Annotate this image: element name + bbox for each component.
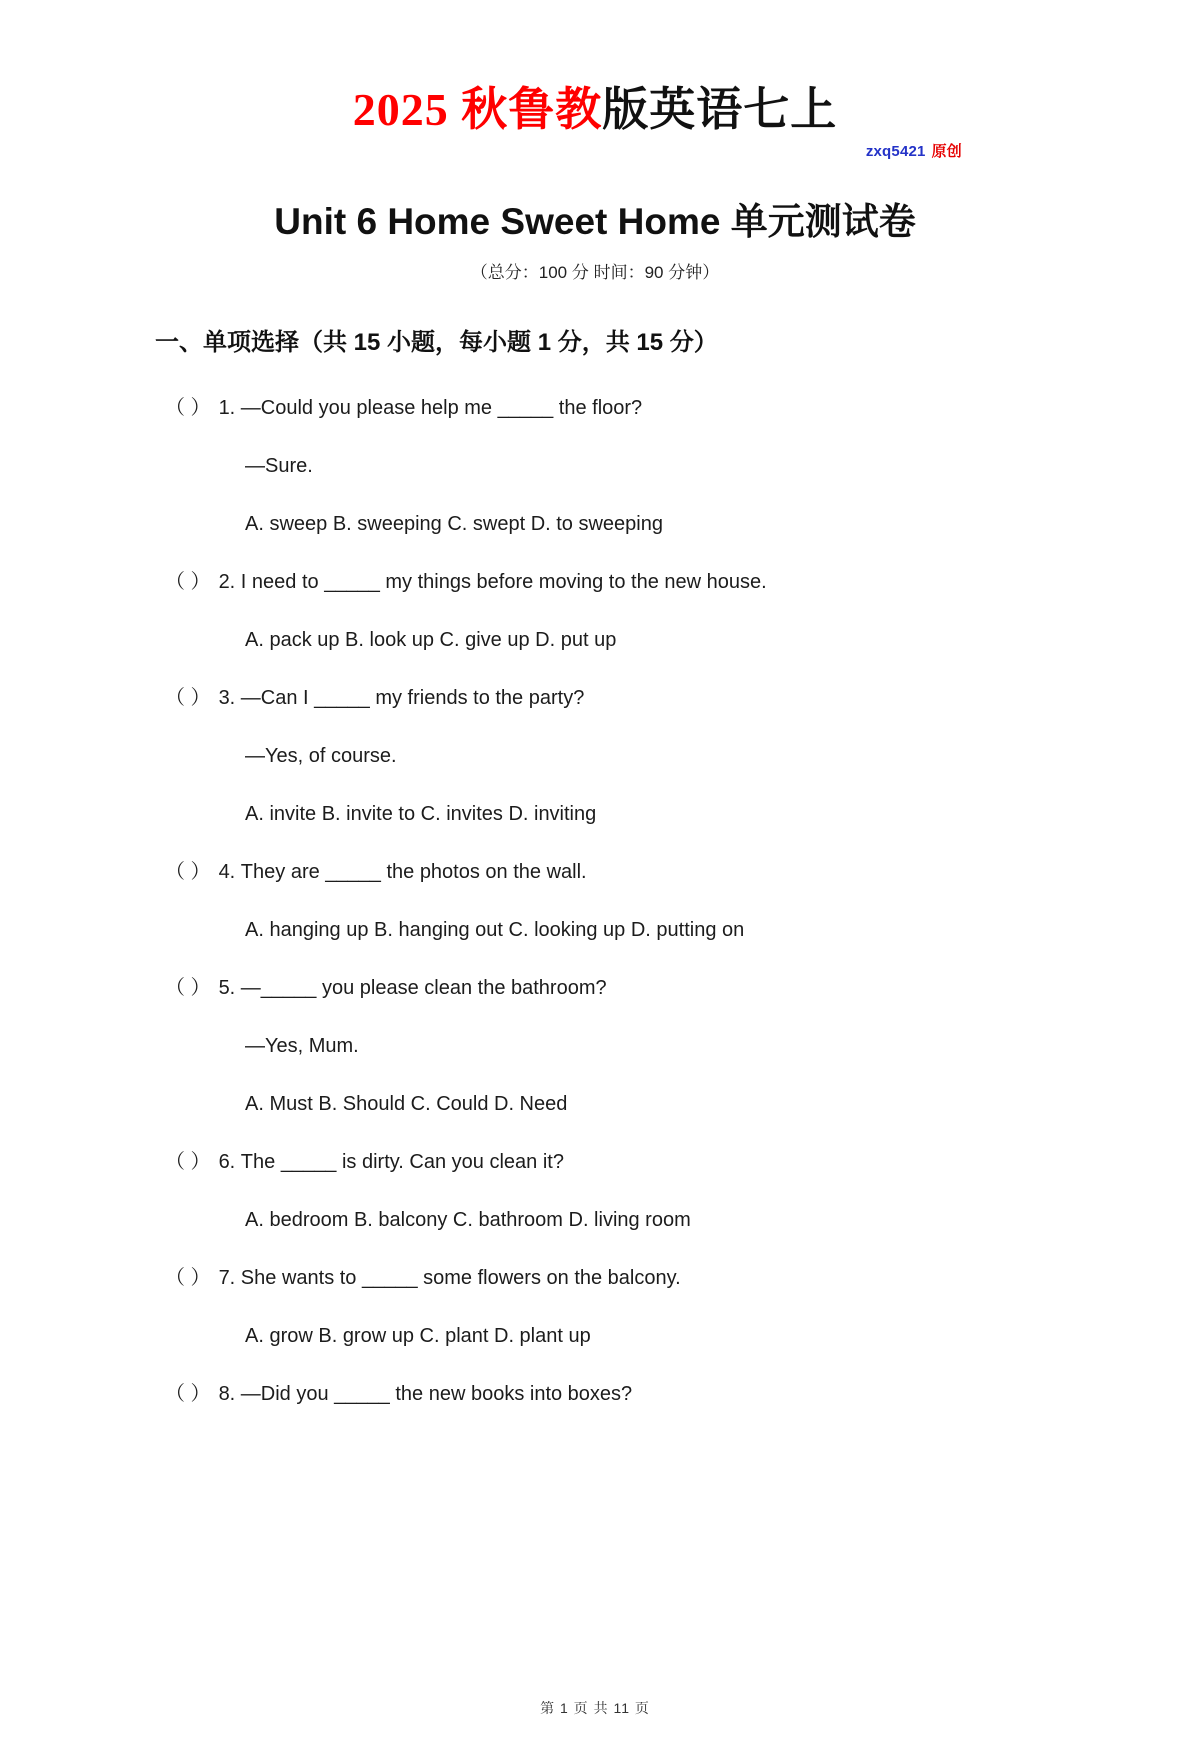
question-1-answer-parens: （ ） [165, 397, 211, 419]
question-5-reply: —Yes, Mum. [245, 1035, 359, 1057]
question-2-stem: 2. I need to _____ my things before moving to the new house. [218, 571, 767, 593]
question-3-answer-parens: （ ） [165, 687, 211, 709]
question-7-stem: 7. She wants to _____ some flowers on the balcony. [218, 1267, 681, 1289]
question-6-stem: 6. The _____ is dirty. Can you clean it? [218, 1151, 564, 1173]
question-6 [165, 1147, 1070, 1235]
question-4-stem-line [165, 857, 1070, 887]
question-3 [165, 683, 1070, 829]
question-2-stem-line [165, 567, 1070, 597]
question-5-stem-line [165, 973, 1070, 1003]
question-3-options: A. invite B. invite to C. invites D. inviting [245, 803, 597, 825]
question-4-answer-parens: （ ） [165, 861, 211, 883]
question-1-reply: —Sure. [245, 455, 313, 477]
question-1-options: A. sweep B. sweeping C. swept D. to sweeping [245, 513, 663, 535]
question-6-answer-parens: （ ） [165, 1151, 211, 1173]
question-7 [165, 1263, 1070, 1351]
question-6-options: A. bedroom B. balcony C. bathroom D. living room [245, 1209, 691, 1231]
question-7-answer-parens: （ ） [165, 1267, 211, 1289]
question-5-options: A. Must B. Should C. Could D. Need [245, 1093, 568, 1115]
question-4 [165, 857, 1070, 945]
document-page [0, 82, 1190, 1764]
question-7-options: A. grow B. grow up C. plant D. plant up [245, 1325, 591, 1347]
question-4-stem: 4. They are _____ the photos on the wall. [218, 861, 587, 883]
question-5-stem: 5. —_____ you please clean the bathroom? [218, 977, 607, 999]
question-3-stem: 3. —Can I _____ my friends to the party? [218, 687, 585, 709]
question-8-stem-line [165, 1379, 1070, 1409]
document-title [0, 82, 1190, 138]
document-title-black-part: 版英语七上 [602, 84, 838, 135]
question-8-stem: 8. —Did you _____ the new books into boxes? [218, 1383, 633, 1405]
watermark-username: zxq5421 [865, 143, 926, 160]
watermark-label: 原创 [931, 143, 962, 160]
question-1-stem-line [165, 393, 1070, 423]
document-title-red-part: 2025 秋鲁教 [352, 84, 603, 135]
exam-info-subtitle: （总分：100 分 时间：90 分钟） [470, 263, 720, 282]
question-1-stem: 1. —Could you please help me _____ the floor? [218, 397, 643, 419]
question-8 [165, 1379, 1070, 1409]
question-8-answer-parens: （ ） [165, 1383, 211, 1405]
question-2-options: A. pack up B. look up C. give up D. put up [245, 629, 617, 651]
question-4-options: A. hanging up B. hanging out C. looking up D. putting on [245, 919, 745, 941]
watermark [866, 140, 962, 161]
page-footer: 第 1 页 共 11 页 [540, 1700, 650, 1716]
question-3-stem-line [165, 683, 1070, 713]
question-3-reply: —Yes, of course. [245, 745, 397, 767]
question-7-stem-line [165, 1263, 1070, 1293]
question-6-stem-line [165, 1147, 1070, 1177]
question-2 [165, 567, 1070, 655]
question-2-answer-parens: （ ） [165, 571, 211, 593]
question-1 [165, 393, 1070, 539]
question-5 [165, 973, 1070, 1119]
question-5-answer-parens: （ ） [165, 977, 211, 999]
unit-title: Unit 6 Home Sweet Home 单元测试卷 [274, 201, 916, 242]
section-one-heading: 一、单项选择（共 15 小题，每小题 1 分，共 15 分） [155, 329, 718, 356]
questions-list [165, 393, 1070, 1409]
